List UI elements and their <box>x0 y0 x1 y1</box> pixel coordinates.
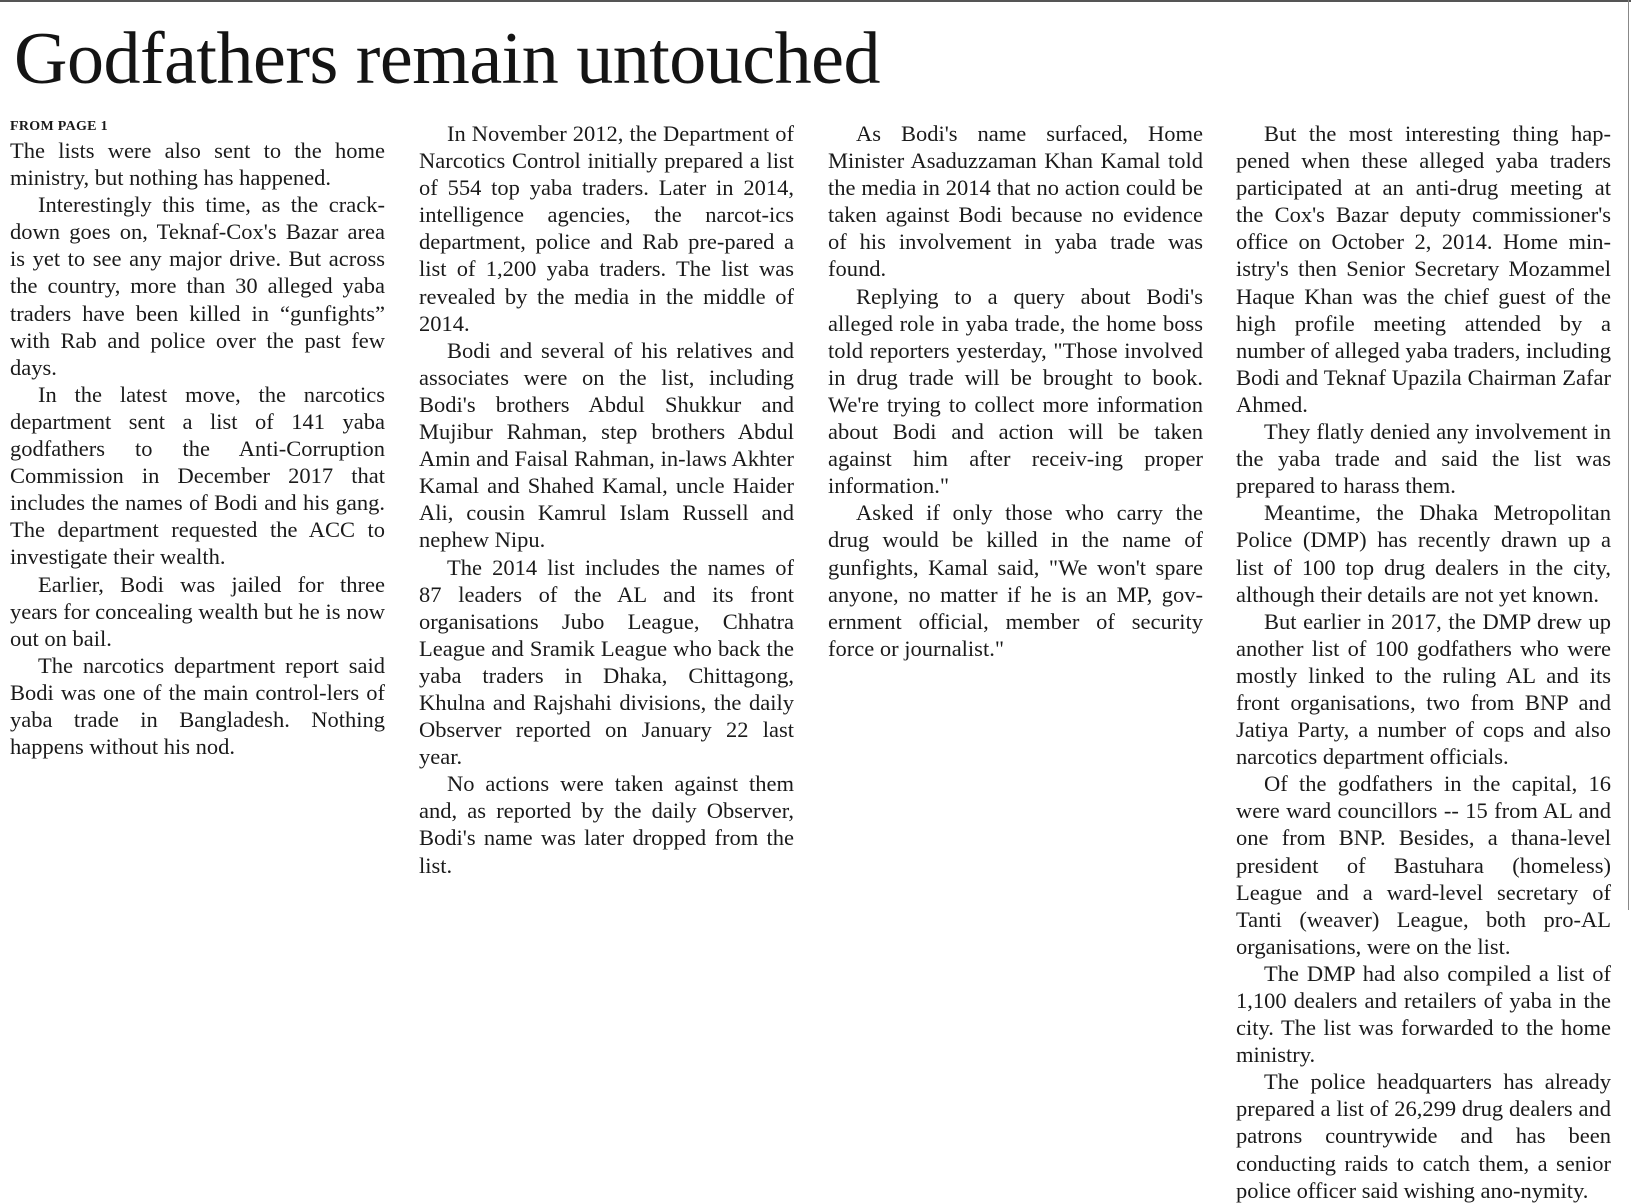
column-1 <box>10 120 385 760</box>
article-paragraph: In November 2012, the Department of Narcotics Control initially prepared a list of 554 top yaba traders. Later in 2014, intelligence agencies, the narcot-ics department, police and Rab pre-pared a list of 1,200 yaba traders. The list was revealed by the media in the middle of 2014. <box>419 121 794 336</box>
article-paragraph: But earlier in 2017, the DMP drew up another list of 100 godfathers who were mostly linked to the ruling AL and its front organisations, two from BNP and Jatiya Party, a number of cops and also narcotics department officials. <box>1236 608 1611 770</box>
article-paragraph: Of the godfathers in the capital, 16 were ward councillors -- 15 from AL and one from BNP. Besides, a thana-level president of Bastuhara (homeless) League and a ward-level secretary of Tanti (weaver) League, both pro-AL organisations, were on the list. <box>1236 771 1611 959</box>
article-paragraph: The narcotics department report said Bodi was one of the main control-lers of yaba trade in Bangladesh. Nothing happens without his nod. <box>10 652 385 760</box>
article-paragraph: The 2014 list includes the names of 87 leaders of the AL and its front organisations Jubo League, Chhatra League and Sramik League who back the yaba traders in Dhaka, Chittagong, Khulna and Rajshahi divisions, the daily Observer reported on January 22 last year. <box>419 554 794 770</box>
article-paragraph: The lists were also sent to the home ministry, but nothing has happened. <box>10 138 385 191</box>
kicker-from-page: FROM PAGE 1 <box>10 119 108 134</box>
article-paragraph: But the most interesting thing hap-pened when these alleged yaba traders participated at an anti-drug meeting at the Cox's Bazar deputy commissioner's office on October 2, 2014. Home min-istry's then Senior Secretary Mozammel Haque Khan was the chief guest of the high profile meeting attended by a number of alleged yaba traders, including Bodi and Teknaf Upazila Chairman Zafar Ahmed. <box>1236 121 1611 417</box>
article-paragraph: Asked if only those who carry the drug would be killed in the name of gunfights, Kamal said, "We won't spare anyone, no matter if he is an MP, gov-ernment official, member of security force or journalist." <box>828 500 1203 661</box>
article-paragraph: Interestingly this time, as the crack-down goes on, Teknaf-Cox's Bazar area is yet to see any major drive. But across the country, more than 30 alleged yaba traders have been killed in “gunfights” with Rab and police over the past few days. <box>10 192 385 380</box>
column-4 <box>1236 120 1611 1204</box>
article-paragraph: Bodi and several of his relatives and associates were on the list, including Bodi's brothers Abdul Shukkur and Mujibur Rahman, step brothers Abdul Amin and Faisal Rahman, in-laws Akhter Kamal and Shahed Kamal, uncle Haider Ali, cousin Kamrul Islam Russell and nephew Nipu. <box>419 337 794 553</box>
right-border-rule <box>1628 0 1629 910</box>
article-paragraph: The DMP had also compiled a list of 1,100 dealers and retailers of yaba in the city. The list was forwarded to the home ministry. <box>1236 960 1611 1068</box>
column-3 <box>828 120 1203 662</box>
article-paragraph: Replying to a query about Bodi's alleged role in yaba trade, the home boss told reporters yesterday, "Those involved in drug trade will be brought to book. We're trying to collect more information about Bodi and action will be taken against him after receiv-ing proper information." <box>828 283 1203 499</box>
article-paragraph: Meantime, the Dhaka Metropolitan Police (DMP) has recently drawn up a list of 100 top drug dealers in the city, although their details are not yet known. <box>1236 500 1611 607</box>
article-paragraph: In the latest move, the narcotics department sent a list of 141 yaba godfathers to the Anti-Corruption Commission in December 2017 that includes the names of Bodi and his gang. The department requested the ACC to investigate their wealth. <box>10 381 385 570</box>
article-paragraph: As Bodi's name surfaced, Home Minister Asaduzzaman Khan Kamal told the media in 2014 that no action could be taken against Bodi because no evidence of his involvement in yaba trade was found. <box>828 121 1203 282</box>
column-2 <box>419 120 794 879</box>
top-border-rule <box>0 0 1631 2</box>
article-paragraph: They flatly denied any involvement in the yaba trade and said the list was prepared to harass them. <box>1236 419 1611 499</box>
article-paragraph: The police headquarters has already prepared a list of 26,299 drug dealers and patrons countrywide and has been conducting raids to catch them, a senior police officer said wishing ano-nymity. <box>1236 1069 1611 1203</box>
headline: Godfathers remain untouched <box>14 18 880 100</box>
article-paragraph: No actions were taken against them and, as reported by the daily Observer, Bodi's name was later dropped from the list. <box>419 771 794 878</box>
article-paragraph: Earlier, Bodi was jailed for three years for concealing wealth but he is now out on bail. <box>10 571 385 651</box>
